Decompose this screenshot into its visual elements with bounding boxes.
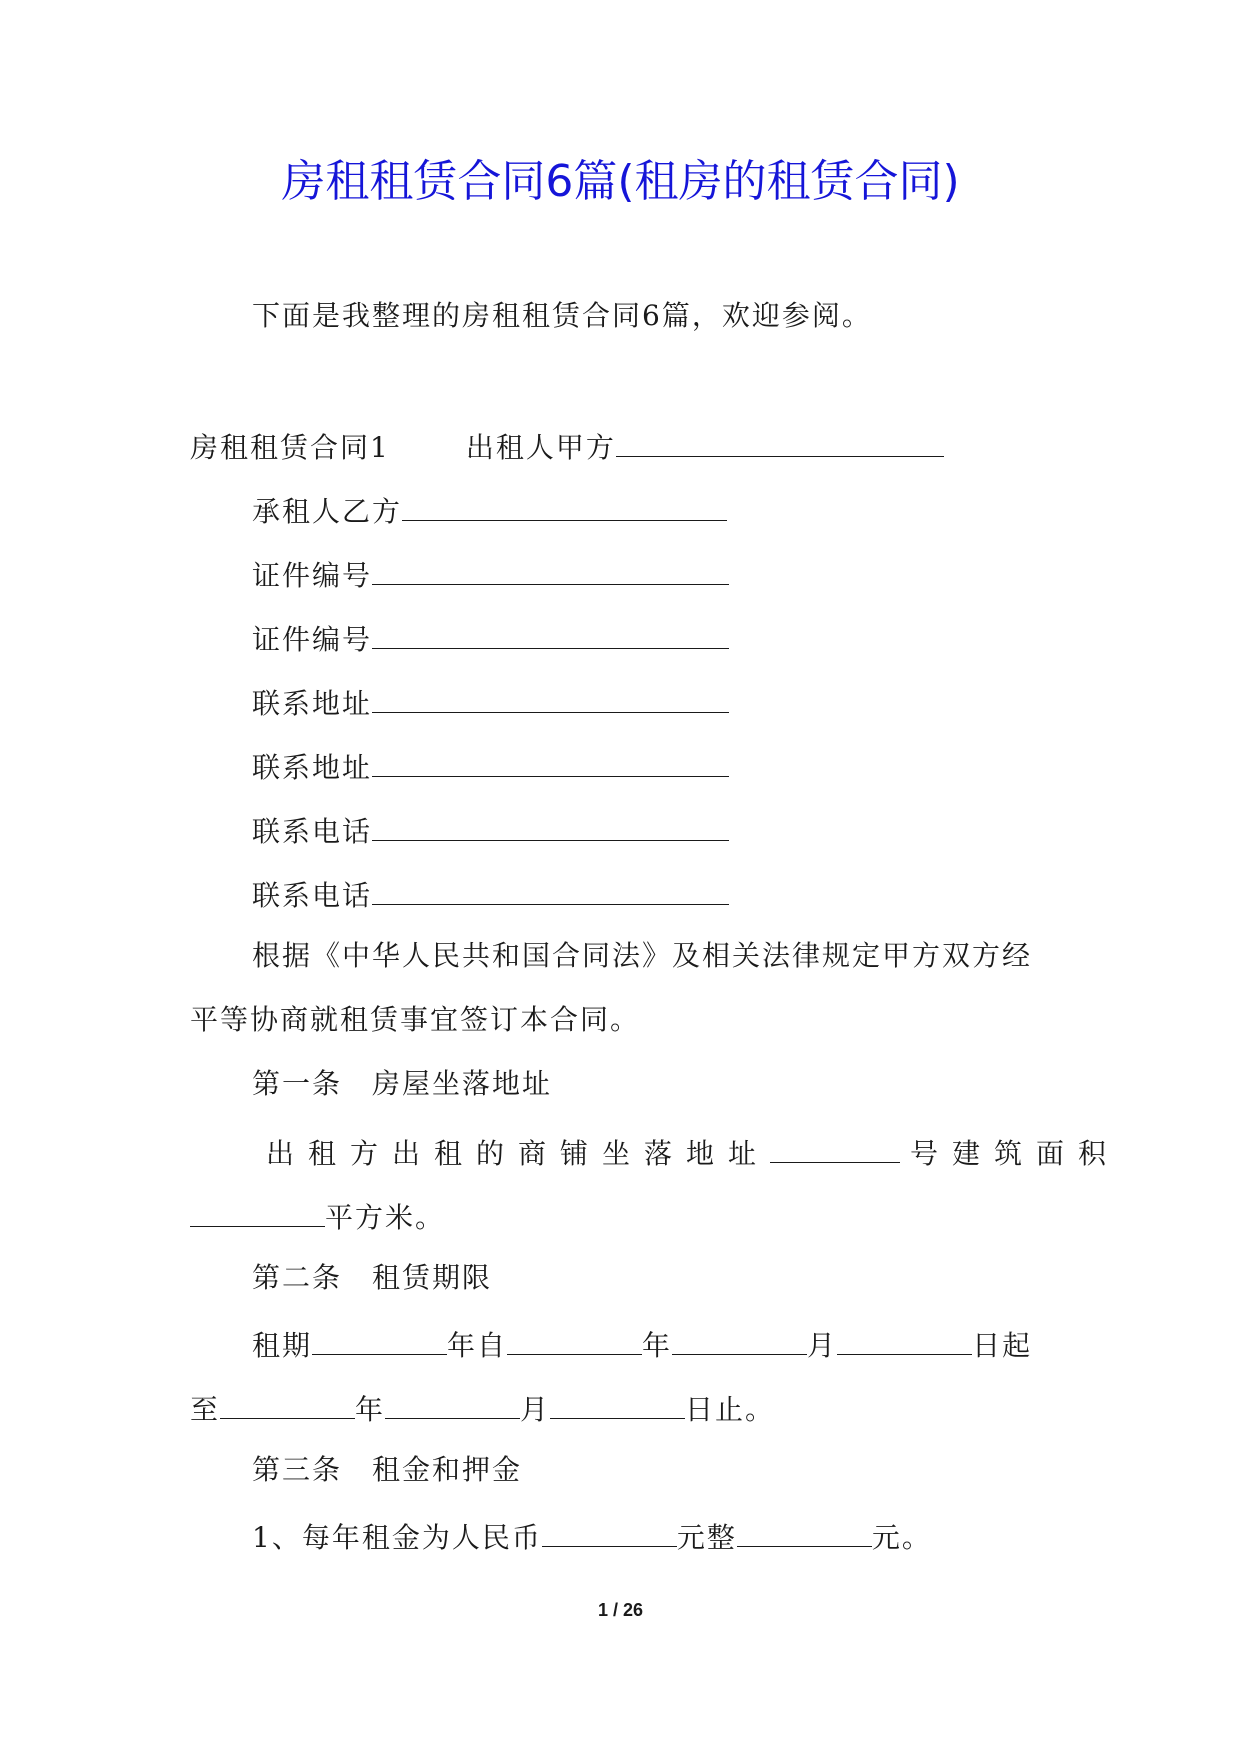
term-text: 租期 [252, 1329, 313, 1362]
lessor-label: 出租人甲方 [465, 431, 616, 464]
contract-heading-row [190, 424, 944, 468]
phone-blank [372, 808, 729, 841]
term-text: 年 [642, 1329, 673, 1362]
id-blank [372, 616, 729, 649]
article-1-text: 出租方出租的商铺坐落地址 [266, 1137, 771, 1170]
rent-text: 元整 [676, 1521, 737, 1554]
document-title: 房租租赁合同6篇(租房的租赁合同) [281, 156, 960, 207]
article-3-title: 第三条 租金和押金 [252, 1453, 523, 1486]
page-number: 1 / 26 [597, 1600, 644, 1620]
phone-label: 联系电话 [252, 815, 373, 848]
address-label: 联系地址 [252, 687, 373, 720]
article-1-line-1 [266, 1130, 1120, 1174]
end-day-blank [550, 1386, 685, 1419]
term-text: 日止。 [685, 1393, 776, 1426]
area-blank [190, 1194, 325, 1227]
id-label: 证件编号 [252, 559, 373, 592]
rent-amount-blank-2 [737, 1514, 872, 1547]
term-text: 年 [355, 1393, 386, 1426]
id-label: 证件编号 [252, 623, 373, 656]
end-year-blank [220, 1386, 355, 1419]
contract-heading: 房租租赁合同1 [190, 431, 390, 464]
article-2-title: 第二条 租赁期限 [252, 1261, 493, 1294]
article-3-line-1 [252, 1514, 932, 1558]
rent-text: 1、每年租金为人民币 [252, 1521, 542, 1554]
end-month-blank [385, 1386, 520, 1419]
id-row-1 [252, 552, 729, 596]
lessor-blank [616, 424, 944, 457]
start-month-blank [672, 1322, 807, 1355]
start-day-blank [837, 1322, 972, 1355]
phone-label: 联系电话 [252, 879, 373, 912]
article-1-line-2 [190, 1194, 445, 1238]
term-text: 年自 [447, 1329, 508, 1362]
id-blank [372, 552, 729, 585]
article-1-text: 平方米。 [325, 1201, 446, 1234]
intro-text: 下面是我整理的房租租赁合同6篇，欢迎参阅。 [252, 299, 872, 332]
address-row-2 [252, 744, 729, 788]
id-row-2 [252, 616, 729, 660]
term-text: 月 [520, 1393, 551, 1426]
rent-amount-blank [542, 1514, 677, 1547]
address-row-1 [252, 680, 729, 724]
basis-line-1: 根据《中华人民共和国合同法》及相关法律规定甲方双方经 [252, 939, 1033, 972]
phone-row-2 [252, 872, 729, 916]
article-2-line-1 [252, 1322, 1032, 1366]
article-1-title: 第一条 房屋坐落地址 [252, 1067, 553, 1100]
start-year-blank [507, 1322, 642, 1355]
address-label: 联系地址 [252, 751, 373, 784]
article-1-text: 号建筑面积 [910, 1137, 1121, 1170]
phone-row-1 [252, 808, 729, 852]
phone-blank [372, 872, 729, 905]
lessee-blank [402, 488, 727, 521]
rent-text: 元。 [871, 1521, 932, 1554]
term-text: 至 [190, 1393, 221, 1426]
basis-line-2: 平等协商就租赁事宜签订本合同。 [190, 1003, 641, 1036]
term-text: 月 [807, 1329, 838, 1362]
term-years-blank [312, 1322, 447, 1355]
address-number-blank [770, 1130, 900, 1163]
address-blank [372, 744, 729, 777]
lessee-label: 承租人乙方 [252, 495, 403, 528]
article-2-line-2 [190, 1386, 775, 1430]
term-text: 日起 [972, 1329, 1033, 1362]
address-blank [372, 680, 729, 713]
lessee-row [252, 488, 727, 532]
